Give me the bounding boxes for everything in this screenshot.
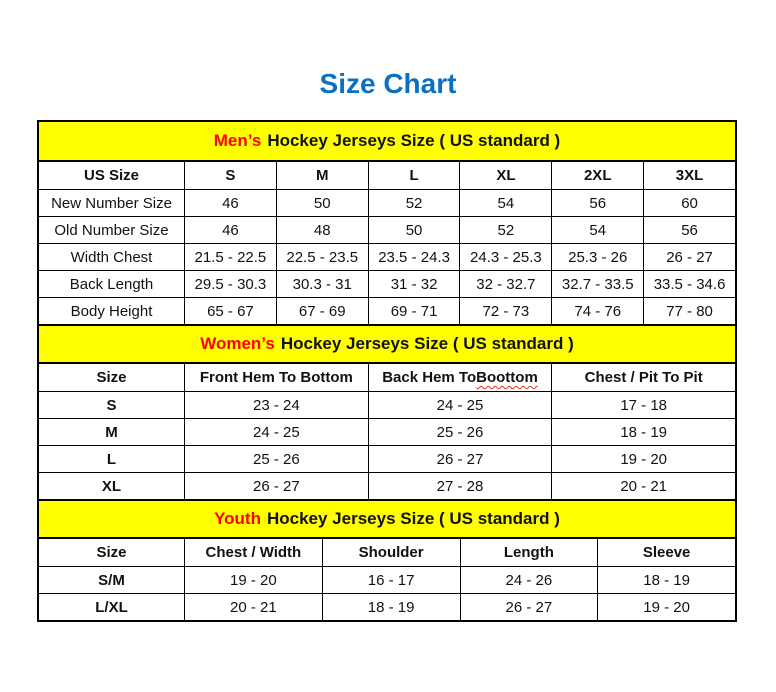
- page-title: Size Chart: [319, 68, 457, 99]
- table-cell: 18 - 19: [322, 594, 460, 620]
- table-row: [39, 391, 735, 418]
- table-cell: 32 - 32.7: [459, 271, 551, 297]
- table-cell: 72 - 73: [459, 298, 551, 324]
- table-cell: 50: [368, 217, 460, 243]
- table-cell: 25.3 - 26: [551, 244, 643, 270]
- row-label: Back Length: [69, 275, 154, 293]
- table-cell: 26 - 27: [460, 594, 598, 620]
- table-cell: 23 - 24: [184, 392, 368, 418]
- youth-table-rows: [39, 539, 735, 620]
- column-header: Shoulder: [322, 539, 460, 566]
- table-cell: 65 - 67: [184, 298, 276, 324]
- table-cell: 74 - 76: [551, 298, 643, 324]
- womens-section-banner: [39, 324, 735, 364]
- table-cell: 56: [643, 217, 735, 243]
- table-cell: 16 - 17: [322, 567, 460, 593]
- row-label: New Number Size: [51, 194, 172, 212]
- table-cell: 24.3 - 25.3: [459, 244, 551, 270]
- table-row: [39, 472, 735, 499]
- table-cell: 24 - 25: [368, 392, 552, 418]
- table-row: [39, 243, 735, 270]
- table-cell: 48: [276, 217, 368, 243]
- table-cell: 54: [459, 190, 551, 216]
- row-label: S/M: [98, 571, 125, 589]
- row-label: XL: [101, 477, 122, 495]
- table-cell: 18 - 19: [551, 419, 735, 445]
- table-cell: 26 - 27: [368, 446, 552, 472]
- header-row: [39, 539, 735, 566]
- row-label: M: [105, 423, 118, 441]
- table-cell: 25 - 26: [184, 446, 368, 472]
- row-label: L: [106, 450, 117, 468]
- column-header: S: [184, 162, 276, 189]
- table-cell: 46: [184, 217, 276, 243]
- table-cell: 46: [184, 190, 276, 216]
- mens-table-rows: [39, 162, 735, 324]
- table-row: [39, 593, 735, 620]
- youth-section: [39, 499, 735, 620]
- column-header: US Size: [83, 167, 140, 184]
- table-row: [39, 566, 735, 593]
- table-cell: 26 - 27: [184, 473, 368, 499]
- row-label: L/XL: [95, 598, 128, 616]
- misspelled-word: Boottom: [476, 369, 538, 386]
- womens-table-rows: [39, 364, 735, 499]
- table-cell: 20 - 21: [184, 594, 322, 620]
- mens-banner-text: Hockey Jerseys Size ( US standard ): [267, 131, 561, 150]
- column-header: M: [276, 162, 368, 189]
- size-chart-table: [37, 120, 737, 622]
- table-row: [39, 445, 735, 472]
- row-label: Old Number Size: [54, 221, 169, 239]
- column-header: 3XL: [643, 162, 735, 189]
- table-cell: 23.5 - 24.3: [368, 244, 460, 270]
- table-cell: 77 - 80: [643, 298, 735, 324]
- column-header: Front Hem To Bottom: [184, 364, 368, 391]
- column-header: Size: [96, 369, 127, 386]
- column-header: Chest / Width: [184, 539, 322, 566]
- table-cell: 25 - 26: [368, 419, 552, 445]
- table-cell: 30.3 - 31: [276, 271, 368, 297]
- table-cell: 20 - 21: [551, 473, 735, 499]
- column-header: Back Hem To Boottom: [368, 364, 552, 391]
- table-cell: 52: [459, 217, 551, 243]
- column-header: XL: [459, 162, 551, 189]
- table-row: [39, 216, 735, 243]
- row-label: Width Chest: [70, 248, 153, 266]
- mens-section: [39, 122, 735, 324]
- youth-section-banner: [39, 499, 735, 539]
- table-cell: 60: [643, 190, 735, 216]
- header-row: [39, 364, 735, 391]
- womens-banner-text: Hockey Jerseys Size ( US standard ): [280, 334, 574, 353]
- table-row: [39, 297, 735, 324]
- table-cell: 50: [276, 190, 368, 216]
- table-cell: 26 - 27: [643, 244, 735, 270]
- header-row: [39, 162, 735, 189]
- table-cell: 33.5 - 34.6: [643, 271, 735, 297]
- table-cell: 27 - 28: [368, 473, 552, 499]
- table-cell: 19 - 20: [597, 594, 735, 620]
- table-cell: 22.5 - 23.5: [276, 244, 368, 270]
- table-cell: 69 - 71: [368, 298, 460, 324]
- table-cell: 56: [551, 190, 643, 216]
- table-cell: 24 - 25: [184, 419, 368, 445]
- mens-banner-highlight: Men’s: [213, 131, 262, 150]
- table-cell: 18 - 19: [597, 567, 735, 593]
- table-cell: 31 - 32: [368, 271, 460, 297]
- youth-banner-highlight: Youth: [214, 509, 261, 528]
- row-label: S: [106, 396, 117, 414]
- womens-section: [39, 324, 735, 499]
- column-header: Chest / Pit To Pit: [551, 364, 735, 391]
- table-row: [39, 418, 735, 445]
- table-cell: 17 - 18: [551, 392, 735, 418]
- column-header: Sleeve: [597, 539, 735, 566]
- row-label: Body Height: [70, 302, 153, 320]
- column-header: Length: [460, 539, 598, 566]
- column-header: L: [368, 162, 460, 189]
- column-header: Size: [96, 544, 127, 561]
- youth-banner-text: Hockey Jerseys Size ( US standard ): [266, 509, 560, 528]
- table-cell: 54: [551, 217, 643, 243]
- table-cell: 21.5 - 22.5: [184, 244, 276, 270]
- table-cell: 29.5 - 30.3: [184, 271, 276, 297]
- mens-section-banner: [39, 122, 735, 162]
- table-cell: 52: [368, 190, 460, 216]
- table-cell: 19 - 20: [184, 567, 322, 593]
- womens-banner-highlight: Women’s: [200, 334, 275, 353]
- table-cell: 19 - 20: [551, 446, 735, 472]
- table-cell: 32.7 - 33.5: [551, 271, 643, 297]
- table-cell: 24 - 26: [460, 567, 598, 593]
- table-row: [39, 270, 735, 297]
- table-cell: 67 - 69: [276, 298, 368, 324]
- column-header: 2XL: [551, 162, 643, 189]
- table-row: [39, 189, 735, 216]
